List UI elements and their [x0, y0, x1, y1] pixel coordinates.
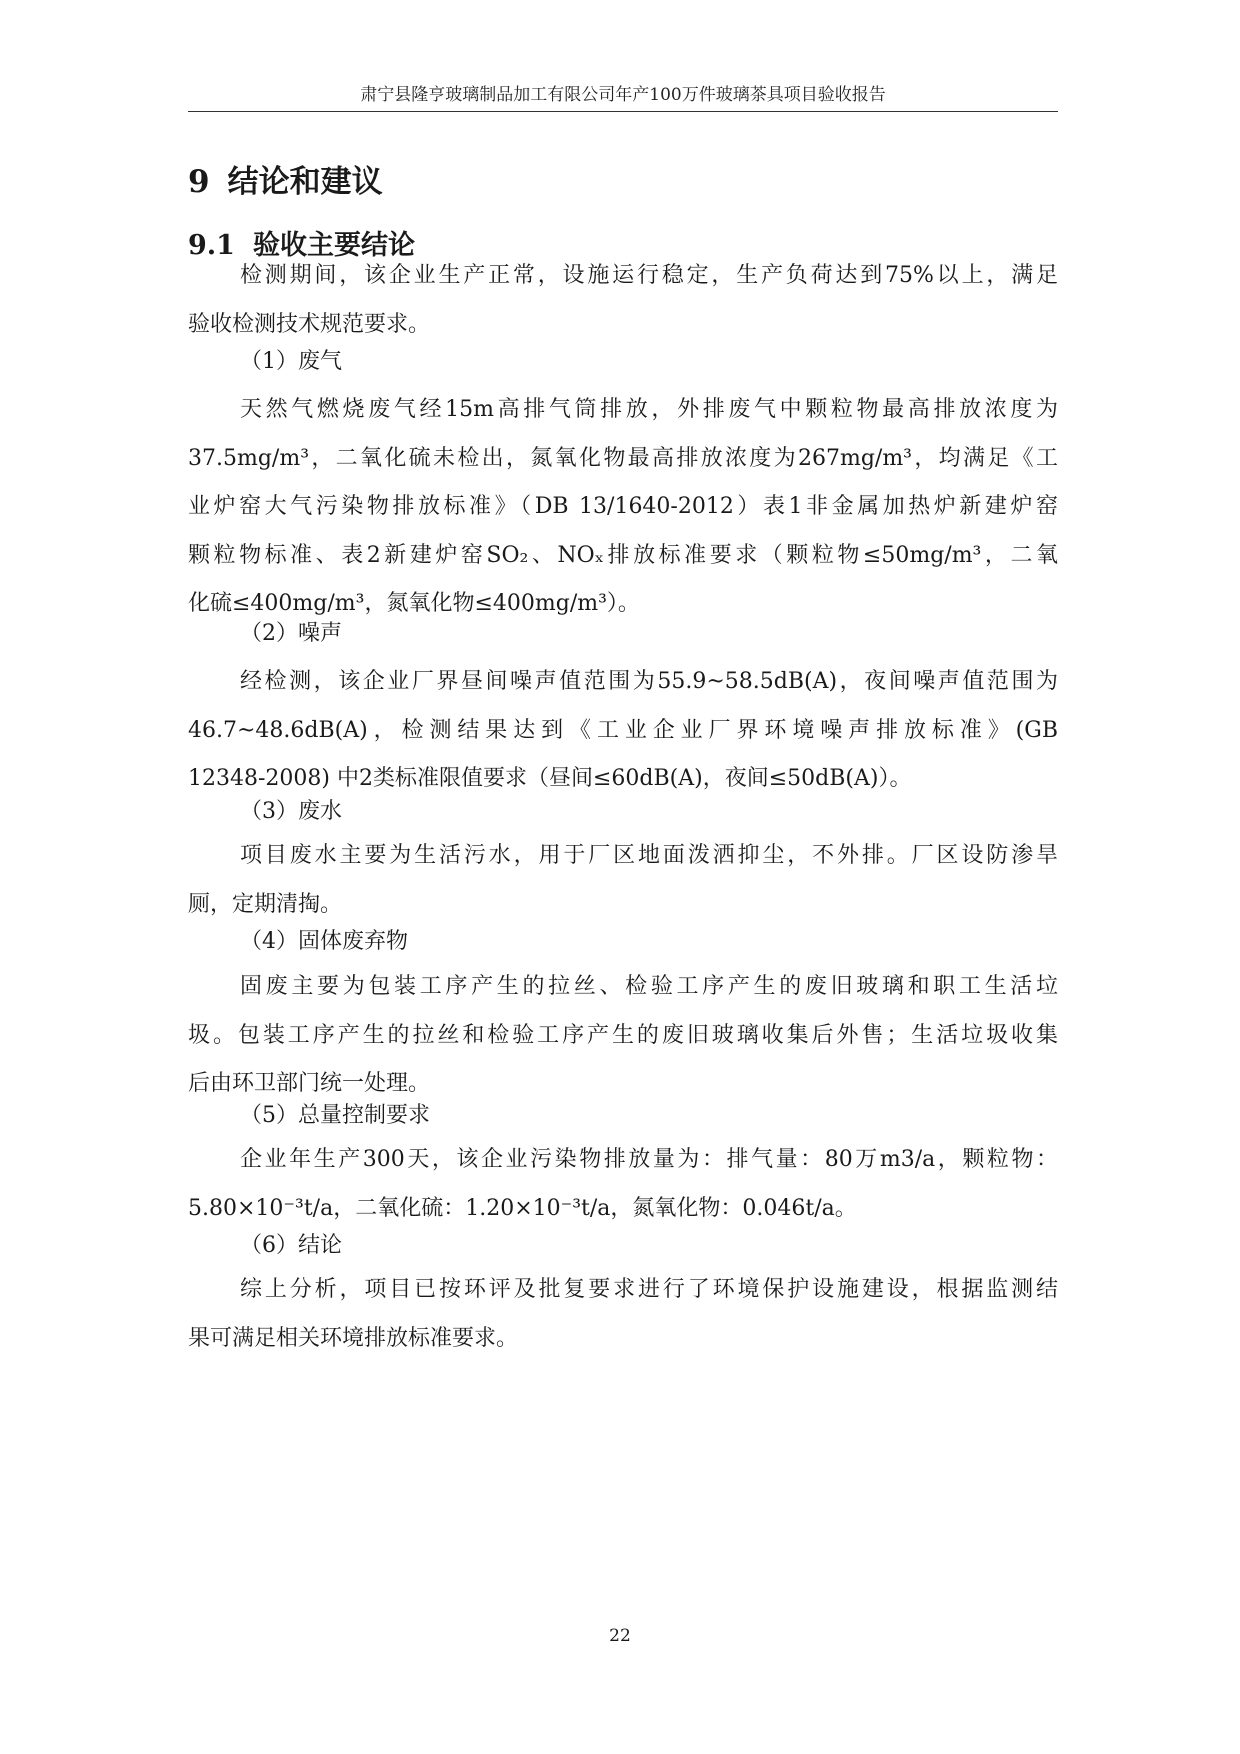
- paragraph-line: 化硫≤400mg/m³，氮氧化物≤400mg/m³）。: [188, 591, 640, 616]
- total-control-paragraph: [188, 1136, 1058, 1233]
- paragraph-line: 固废主要为包装工序产生的拉丝、检验工序产生的废旧玻璃和职工生活垃: [240, 974, 1058, 999]
- paragraph-line: 果可满足相关环境排放标准要求。: [188, 1325, 519, 1351]
- running-header: 肃宁县隆亨玻璃制品加工有限公司年产100万件玻璃茶具项目验收报告: [360, 85, 886, 105]
- paragraph-line: 天然气燃烧废气经15m高排气筒排放，外排废气中颗粒物最高排放浓度为: [240, 397, 1058, 422]
- paragraph-line: 后由环卫部门统一处理。: [188, 1071, 431, 1096]
- total-control-heading: （5）总量控制要求: [240, 1103, 430, 1128]
- noise-heading: （2）噪声: [240, 621, 342, 646]
- paragraph-line: 项目废水主要为生活污水，用于厂区地面泼洒抑尘，不外排。厂区设防渗旱: [240, 843, 1058, 868]
- paragraph-line: 颗粒物标准、表2新建炉窑SO₂、NOₓ排放标准要求（颗粒物≤50mg/m³，二氧: [188, 542, 1058, 568]
- conclusion-heading: （6）结论: [240, 1233, 342, 1258]
- paragraph-line: 检测期间，该企业生产正常，设施运行稳定，生产负荷达到75%以上，满足: [240, 263, 1058, 288]
- paragraph-line: 5.80×10⁻³t/a，二氧化硫：1.20×10⁻³t/a，氮氧化物：0.046t/a。: [188, 1195, 857, 1221]
- paragraph-line: 经检测，该企业厂界昼间噪声值范围为55.9~58.5dB(A)，夜间噪声值范围为: [240, 669, 1058, 694]
- chapter-number: 9: [188, 164, 210, 200]
- paragraph-line: 综上分析，项目已按环评及批复要求进行了环境保护设施建设，根据监测结: [240, 1277, 1058, 1302]
- section-title-text: 验收主要结论: [252, 230, 415, 261]
- paragraph-line: 12348-2008) 中2类标准限值要求（昼间≤60dB(A)，夜间≤50dB(A)）。: [188, 766, 912, 791]
- wastewater-heading: （3）废水: [240, 799, 342, 824]
- paragraph-line: 验收检测技术规范要求。: [188, 311, 431, 337]
- noise-paragraph: [188, 658, 1058, 804]
- chapter-title: [188, 162, 383, 202]
- paragraph-line: 46.7~48.6dB(A)，检测结果达到《工业企业厂界环境噪声排放标准》(GB: [188, 717, 1058, 743]
- paragraph-line: 业炉窑大气污染物排放标准》（DB 13/1640-2012）表1非金属加热炉新建炉窑: [188, 494, 1058, 519]
- conclusion-paragraph: [188, 1266, 1058, 1363]
- header-rule: [188, 111, 1058, 112]
- intro-paragraph: [188, 252, 1058, 349]
- waste-gas-heading: （1）废气: [240, 349, 342, 374]
- paragraph-line: 企业年生产300天，该企业污染物排放量为：排气量：80万m3/a，颗粒物：: [240, 1147, 1058, 1172]
- wastewater-paragraph: [188, 832, 1058, 929]
- paragraph-line: 37.5mg/m³，二氧化硫未检出，氮氧化物最高排放浓度为267mg/m³，均满足《工: [188, 445, 1058, 471]
- chapter-title-text: 结论和建议: [227, 164, 383, 200]
- page-number: 22: [609, 1626, 631, 1646]
- solid-waste-heading: （4）固体废弃物: [240, 929, 408, 954]
- paragraph-line: 圾。包装工序产生的拉丝和检验工序产生的废旧玻璃收集后外售；生活垃圾收集: [188, 1022, 1058, 1048]
- solid-waste-paragraph: [188, 963, 1058, 1109]
- section-number: 9.1: [188, 230, 235, 261]
- paragraph-line: 厕，定期清掏。: [188, 891, 343, 917]
- waste-gas-paragraph: [188, 386, 1058, 629]
